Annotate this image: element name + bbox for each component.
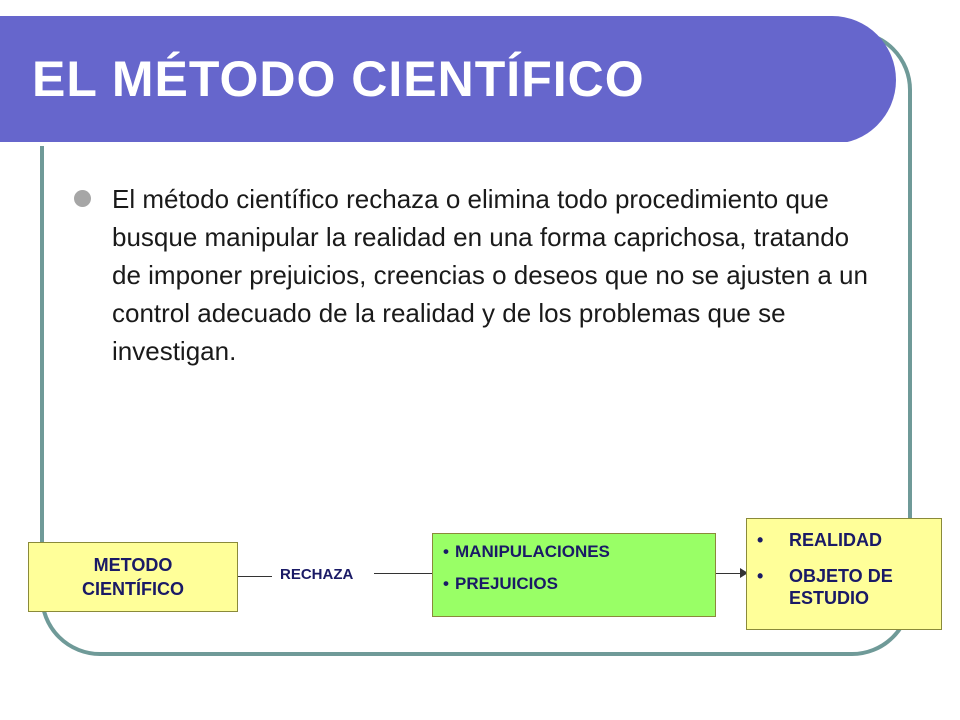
bullet-icon: • [443,542,449,561]
prejuicios-item-label: PREJUICIOS [455,574,558,593]
manipulaciones-list [433,534,715,594]
connector-line-left [238,576,272,577]
bullet-icon: • [757,566,764,586]
list-item [757,529,941,551]
connector-line-middle [374,573,432,574]
realidad-box [746,518,942,630]
rechaza-label: RECHAZA [280,566,354,583]
bullet-icon: • [443,574,449,593]
bullet-text: El método científico rechaza o elimina todo procedimiento que busque manipular la realidad en una forma caprichosa, tratando de imponer prejuicios, creencias o deseos que no se ajusten a un control adecuado de la realidad y de los problemas que se investigan. [112,184,868,366]
realidad-item-label: REALIDAD [789,530,882,550]
list-item [443,542,715,562]
list-item [757,565,941,609]
slide-title: EL MÉTODO CIENTÍFICO [32,51,645,107]
bullet-icon [74,190,91,207]
manipulaciones-item-label: MANIPULACIONES [455,542,610,561]
list-item [443,574,715,594]
title-bar [0,16,896,144]
metodo-label-line2: CIENTÍFICO [82,579,184,599]
title-underline [0,142,848,146]
manipulaciones-box [432,533,716,617]
bullet-icon: • [757,530,764,550]
metodo-label-line1: METODO [93,555,173,575]
realidad-list [747,519,941,609]
objeto-de-estudio-item-label: OBJETO DE ESTUDIO [789,566,893,608]
metodo-cientifico-box [28,542,238,612]
